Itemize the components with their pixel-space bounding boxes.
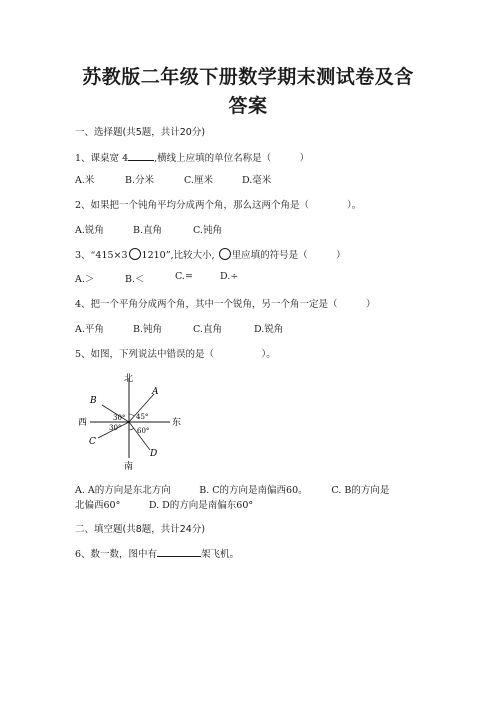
label-point-d: D xyxy=(150,449,158,459)
question-1-option-d: D.毫米 xyxy=(242,175,272,186)
question-3-option-d: D.÷ xyxy=(220,271,239,282)
question-4-option-c: C.直角 xyxy=(193,324,222,335)
question-3-option-c: C.= xyxy=(175,271,193,282)
label-west: 西 xyxy=(78,418,88,428)
question-1-text-pre: 1、课桌宽 4 xyxy=(75,153,129,164)
question-4-option-d: D.锐角 xyxy=(254,324,284,335)
question-2: 2、如果把一个钝角平均分成两个角，那么这两个角是（ ）。 xyxy=(75,200,362,211)
comparison-circle-icon xyxy=(129,248,141,260)
label-east: 东 xyxy=(172,418,182,428)
angle-arc-a xyxy=(129,414,134,416)
question-5: 5、如图，下列说法中错误的是（ ）。 xyxy=(75,349,276,360)
question-5-options-line2: 北偏西60° D. D的方向是南偏东60° xyxy=(75,500,254,511)
question-2-option-c: C.钝角 xyxy=(193,225,222,236)
angle-arc-d xyxy=(129,428,134,430)
document-title-line2: 答案 xyxy=(228,95,268,117)
angle-label-a: 45° xyxy=(136,413,149,421)
question-1 xyxy=(75,150,309,164)
question-1-text-post: ,横线上应填的单位名称是（ ） xyxy=(154,153,310,164)
question-2-option-b: B.直角 xyxy=(133,225,163,236)
question-3-option-b: B.＜ xyxy=(125,274,145,285)
question-3 xyxy=(75,247,346,261)
label-point-a: A xyxy=(152,387,159,397)
angle-label-b: 30° xyxy=(113,414,126,422)
label-south: 南 xyxy=(124,462,134,472)
section-heading-choice: 一、选择题(共5题，共计20分) xyxy=(75,127,206,138)
label-point-b: B xyxy=(90,396,97,406)
question-4: 4、把一个平角分成两个角，其中一个锐角，另一个角一定是（ ） xyxy=(75,299,376,310)
label-north: 北 xyxy=(124,374,134,384)
question-5-options-line1: A. A的方向是东北方向 B. C的方向是南偏西60。 C. B的方向是 xyxy=(75,485,390,496)
question-1-option-b: B.分米 xyxy=(125,175,155,186)
question-3-text-post: 里应填的符号是（ ） xyxy=(231,250,346,261)
question-6-blank xyxy=(157,556,201,557)
question-6-text-post: 架飞机。 xyxy=(201,549,240,560)
question-4-option-a: A.平角 xyxy=(75,324,104,335)
comparison-circle-icon xyxy=(219,248,231,260)
question-1-option-a: A.米 xyxy=(75,175,95,186)
question-3-text-mid: 1210”,比较大小, xyxy=(141,250,215,261)
question-2-option-a: A.锐角 xyxy=(75,225,104,236)
angle-label-c: 30° xyxy=(109,424,122,432)
question-4-option-b: B.钝角 xyxy=(133,324,163,335)
question-1-blank xyxy=(128,160,154,161)
question-6-text-pre: 6、数一数，图中有 xyxy=(75,549,158,560)
question-1-option-c: C.厘米 xyxy=(184,175,213,186)
section-heading-fill: 二、填空题(共8题，共计24分) xyxy=(75,524,206,535)
question-6 xyxy=(75,546,239,560)
angle-label-d: 60° xyxy=(137,427,150,435)
label-point-c: C xyxy=(89,437,96,447)
direction-diagram xyxy=(72,372,192,472)
question-3-text-pre: 3、“415×3 xyxy=(75,250,128,261)
document-title-line1: 苏教版二年级下册数学期末测试卷及含 xyxy=(82,66,414,88)
question-3-option-a: A.＞ xyxy=(75,274,95,285)
